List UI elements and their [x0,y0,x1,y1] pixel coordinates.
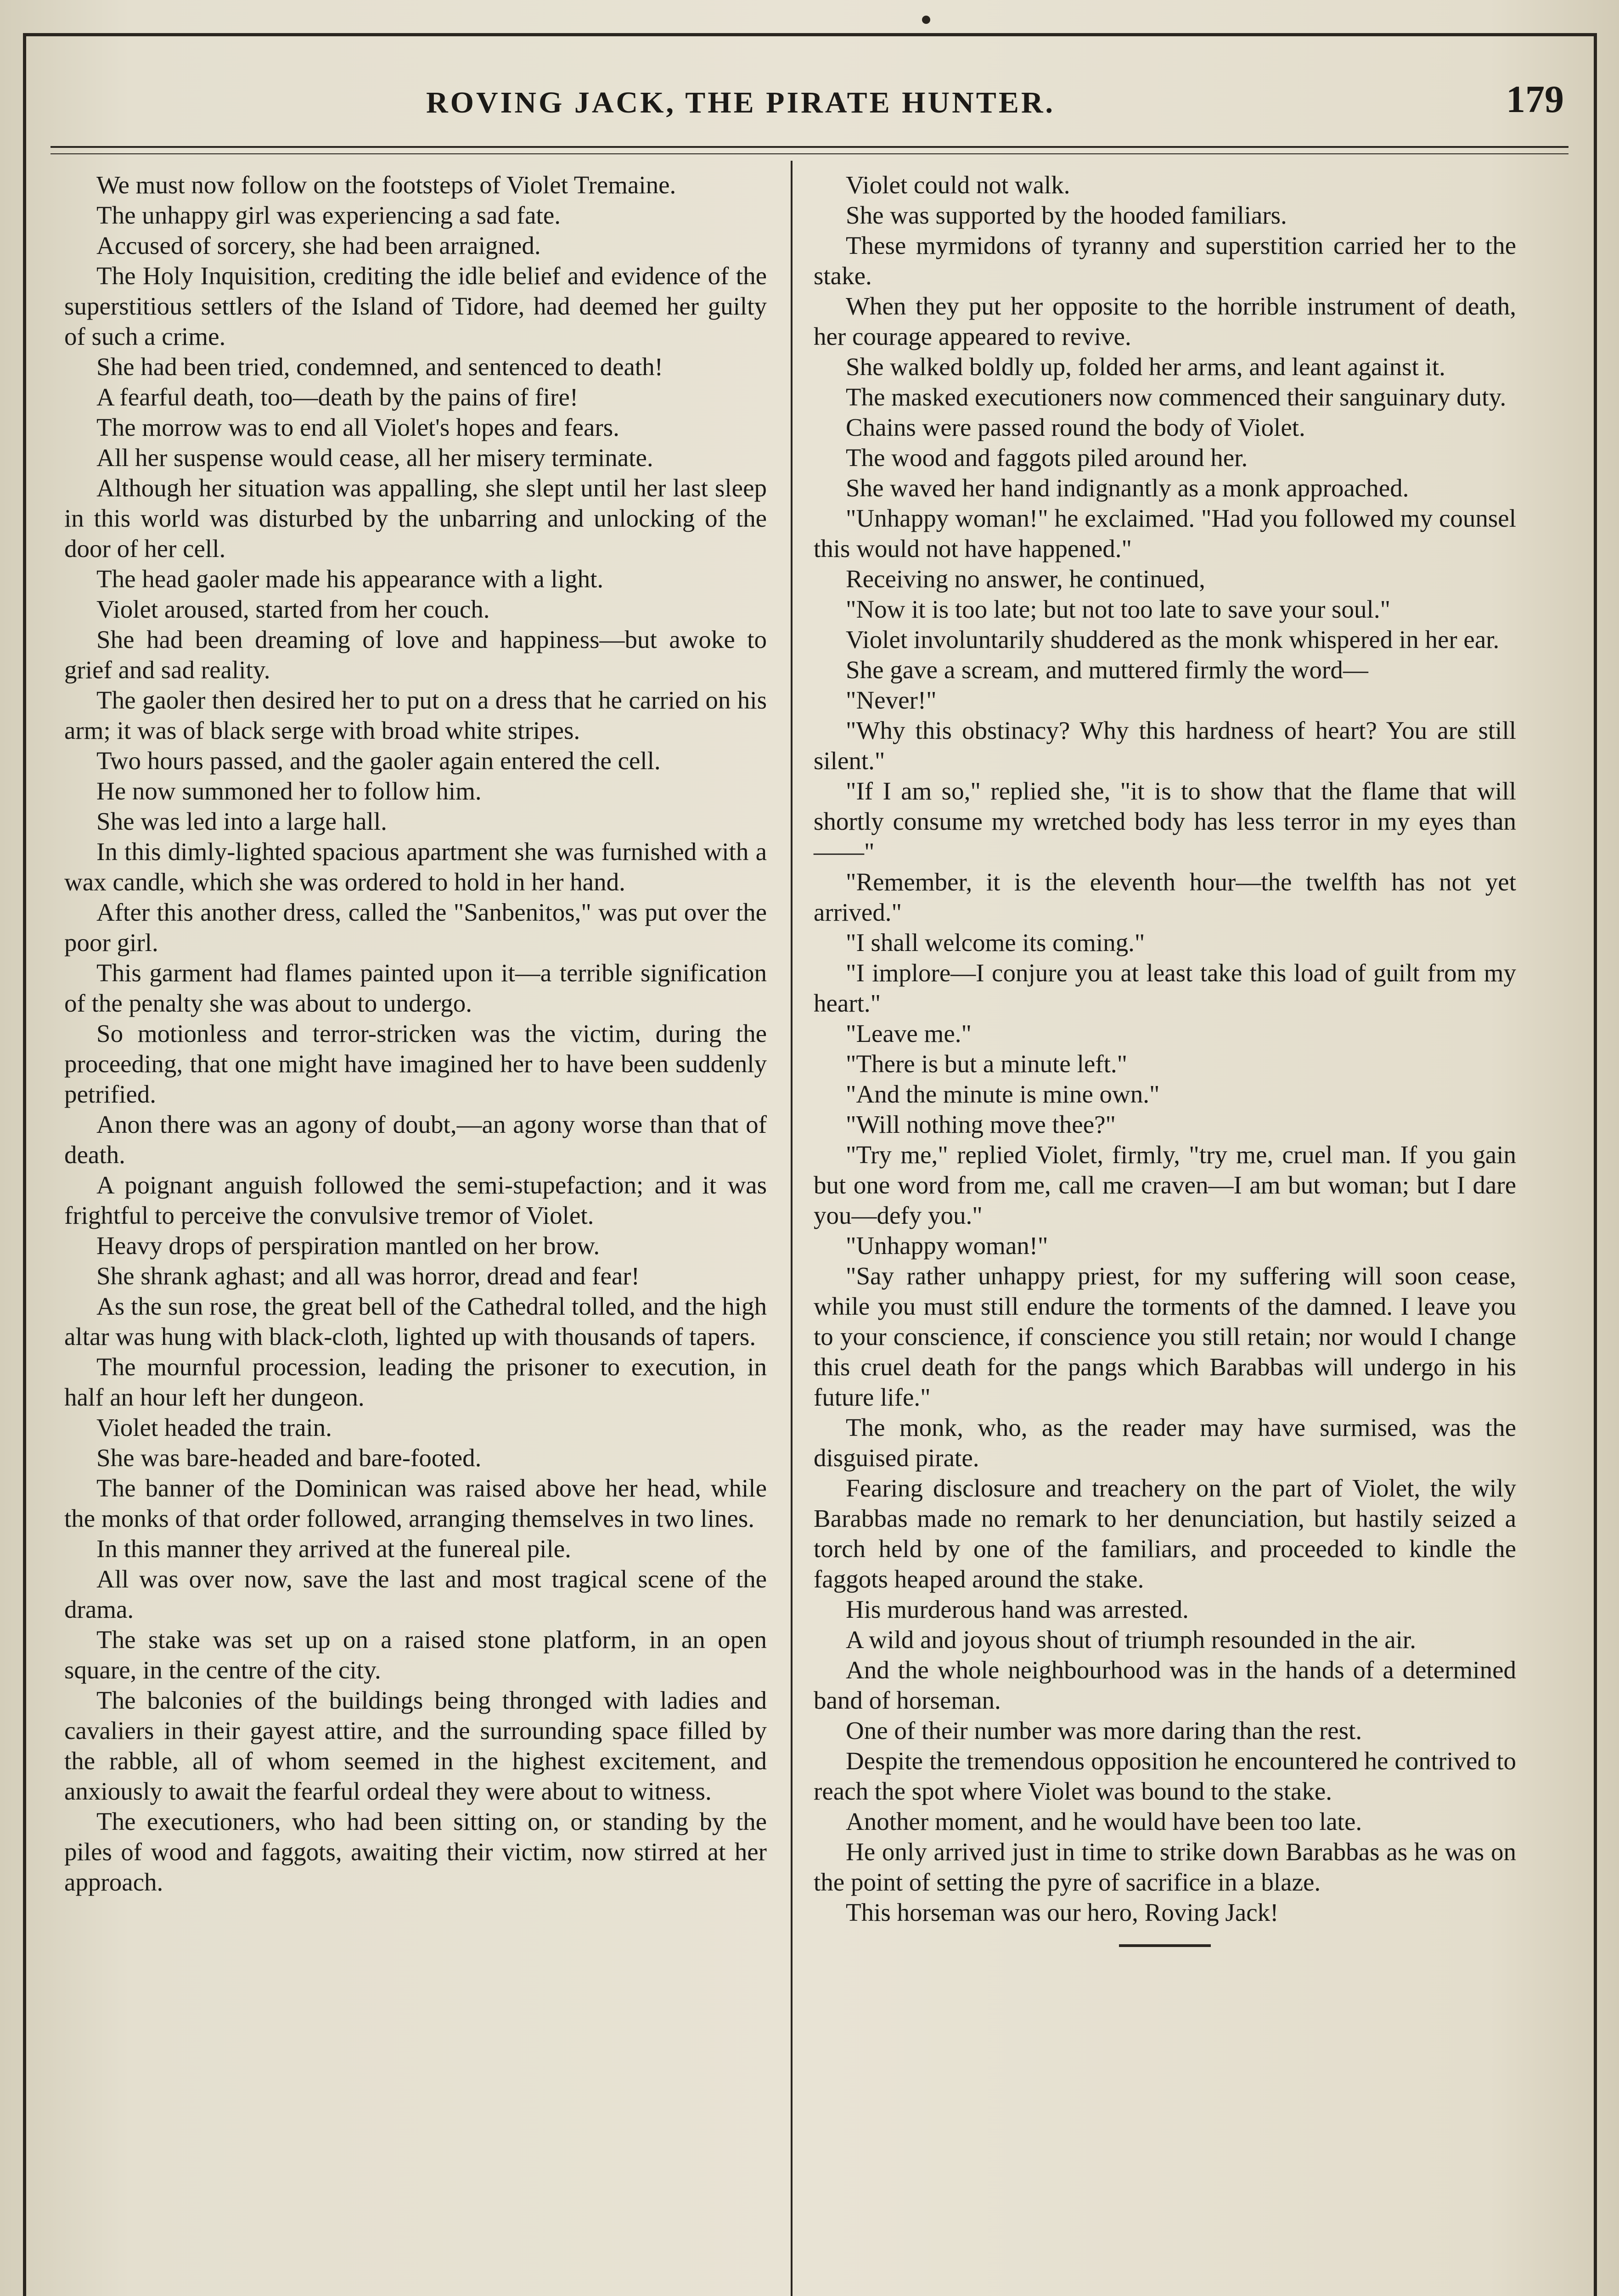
page-number: 179 [1506,78,1564,121]
paragraph: The morrow was to end all Violet's hopes and fears. [96,413,619,441]
paragraph: "Will nothing move thee?" [846,1110,1116,1138]
paragraph: The head gaoler made his appearance with a light. [96,565,604,593]
paragraph: This horseman was our hero, Roving Jack! [846,1898,1279,1926]
paragraph: Violet could not walk. [846,171,1070,199]
paragraph: His murderous hand was arrested. [846,1595,1189,1623]
section-end-rule [1119,1944,1211,1947]
paragraph: The gaoler then desired her to put on a dress that he carried on his arm; it was of black serge with broad white stripes. [64,686,767,744]
paragraph: In this dimly-lighted spacious apartment she was furnished with a wax candle, which she was ordered to hold in her hand. [64,838,767,896]
paragraph: Accused of sorcery, she had been arraigned. [96,231,541,259]
column-divider [791,161,793,2296]
page-border-top [23,33,1597,36]
paragraph: "If I am so," replied she, "it is to show that the flame that will shortly consume my wretched body has less terror in my eyes than——" [814,777,1516,866]
running-title: ROVING JACK, THE PIRATE HUNTER. [426,86,1056,119]
paragraph: Violet aroused, started from her couch. [96,595,490,623]
paragraph: Another moment, and he would have been too late. [846,1807,1362,1835]
paragraph: "Unhappy woman!" he exclaimed. "Had you followed my counsel this would not have happened." [814,504,1516,563]
left-column [64,170,767,1897]
paragraph: Chains were passed round the body of Violet. [846,413,1305,441]
paragraph: The mournful procession, leading the prisoner to execution, in half an hour left her dungeon. [64,1353,767,1411]
paragraph: A wild and joyous shout of triumph resounded in the air. [846,1626,1416,1654]
paragraph: The unhappy girl was experiencing a sad fate. [96,201,561,229]
paragraph: A fearful death, too—death by the pains of fire! [96,383,579,411]
paragraph: In this manner they arrived at the funereal pile. [96,1535,571,1563]
paragraph: The monk, who, as the reader may have surmised, was the disguised pirate. [814,1413,1516,1472]
paragraph: She waved her hand indignantly as a monk approached. [846,474,1409,502]
paragraph: He only arrived just in time to strike down Barabbas as he was on the point of setting the pyre of sacrifice in a blaze. [814,1838,1516,1896]
paragraph: Violet involuntarily shuddered as the monk whispered in her ear. [846,625,1500,653]
paragraph: The executioners, who had been sitting on, or standing by the piles of wood and faggots, awaiting their victim, now stirred at her approach. [64,1807,767,1896]
paragraph: He now summoned her to follow him. [96,777,482,805]
paragraph: "Why this obstinacy? Why this hardness of heart? You are still silent." [814,716,1516,775]
paragraph: She was supported by the hooded familiars. [846,201,1287,229]
paragraph: "Unhappy woman!" [846,1232,1048,1260]
paragraph: Fearing disclosure and treachery on the part of Violet, the wily Barabbas made no remark to her denunciation, but hastily seized a torch held by one of the familiars, and proceeded to kindle the faggots heaped around the stake. [814,1474,1516,1593]
page-border-left [23,33,26,2296]
paragraph: All her suspense would cease, all her misery terminate. [96,444,653,472]
paragraph: One of their number was more daring than the rest. [846,1716,1362,1745]
page-border-right [1594,33,1597,2296]
paragraph: "Never!" [846,686,937,714]
paragraph: These myrmidons of tyranny and superstition carried her to the stake. [814,231,1516,290]
ink-dot [922,16,930,24]
paragraph: She walked boldly up, folded her arms, and leant against it. [846,353,1445,381]
paragraph: "Remember, it is the eleventh hour—the twelfth has not yet arrived." [814,868,1516,926]
paragraph: She had been dreaming of love and happiness—but awoke to grief and sad reality. [64,625,767,684]
paragraph: Anon there was an agony of doubt,—an agony worse than that of death. [64,1110,767,1169]
paragraph: She was led into a large hall. [96,807,387,835]
paragraph: "There is but a minute left." [846,1050,1128,1078]
paragraph: "I shall welcome its coming." [846,929,1145,957]
paragraph: Although her situation was appalling, she slept until her last sleep in this world was disturbed by the unbarring and unlocking of the door of her cell. [64,474,767,563]
paragraph: She had been tried, condemned, and sentenced to death! [96,353,663,381]
paragraph: Two hours passed, and the gaoler again entered the cell. [96,747,661,775]
paragraph: "I implore—I conjure you at least take this load of guilt from my heart." [814,959,1516,1017]
paragraph: She gave a scream, and muttered firmly the word— [846,656,1368,684]
paragraph: The Holy Inquisition, crediting the idle belief and evidence of the superstitious settlers of the Island of Tidore, had deemed her guilty of such a crime. [64,262,767,350]
paragraph: "Say rather unhappy priest, for my suffering will soon cease, while you must still endure the torments of the damned. I leave you to your conscience, if conscience you still retain; nor would I change this cruel death for the pangs which Barabbas will undergo in his future life." [814,1262,1516,1411]
paragraph: All was over now, save the last and most tragical scene of the drama. [64,1565,767,1623]
paragraph: Violet headed the train. [96,1413,332,1441]
paragraph: The balconies of the buildings being thronged with ladies and cavaliers in their gayest attire, and the surrounding space filled by the rabble, all of whom seemed in the highest excitement, and anxiously to await the fearful ordeal they were about to witness. [64,1686,767,1805]
paragraph: This garment had flames painted upon it—a terrible signification of the penalty she was about to undergo. [64,959,767,1017]
paragraph: As the sun rose, the great bell of the Cathedral tolled, and the high altar was hung with black-cloth, lighted up with thousands of tapers. [64,1292,767,1351]
paragraph: The wood and faggots piled around her. [846,444,1248,472]
right-column [814,170,1516,1947]
paragraph: She shrank aghast; and all was horror, dread and fear! [96,1262,640,1290]
paragraph: "Leave me." [846,1019,972,1047]
paragraph: She was bare-headed and bare-footed. [96,1444,482,1472]
paragraph: And the whole neighbourhood was in the hands of a determined band of horseman. [814,1656,1516,1714]
running-header [55,69,1564,138]
paragraph: When they put her opposite to the horrible instrument of death, her courage appeared to revive. [814,292,1516,350]
paragraph: So motionless and terror-stricken was the victim, during the proceeding, that one might have imagined her to have been suddenly petrified. [64,1019,767,1108]
paragraph: The banner of the Dominican was raised above her head, while the monks of that order followed, arranging themselves in two lines. [64,1474,767,1532]
paragraph: "Now it is too late; but not too late to save your soul." [846,595,1391,623]
header-rule-thin [51,153,1568,154]
paragraph: "Try me," replied Violet, firmly, "try me, cruel man. If you gain but one word from me, call me craven—I am but woman; but I dare you—defy you." [814,1141,1516,1229]
paragraph: Despite the tremendous opposition he encountered he contrived to reach the spot where Violet was bound to the stake. [814,1747,1516,1805]
paragraph: We must now follow on the footsteps of Violet Tremaine. [96,171,676,199]
paragraph: The stake was set up on a raised stone platform, in an open square, in the centre of the city. [64,1626,767,1684]
paragraph: A poignant anguish followed the semi-stupefaction; and it was frightful to perceive the convulsive tremor of Violet. [64,1171,767,1229]
header-rule [51,146,1568,148]
paragraph: The masked executioners now commenced their sanguinary duty. [846,383,1507,411]
paragraph: Heavy drops of perspiration mantled on her brow. [96,1232,600,1260]
paragraph: After this another dress, called the "Sanbenitos," was put over the poor girl. [64,898,767,957]
paragraph: "And the minute is mine own." [846,1080,1160,1108]
paragraph: Receiving no answer, he continued, [846,565,1205,593]
